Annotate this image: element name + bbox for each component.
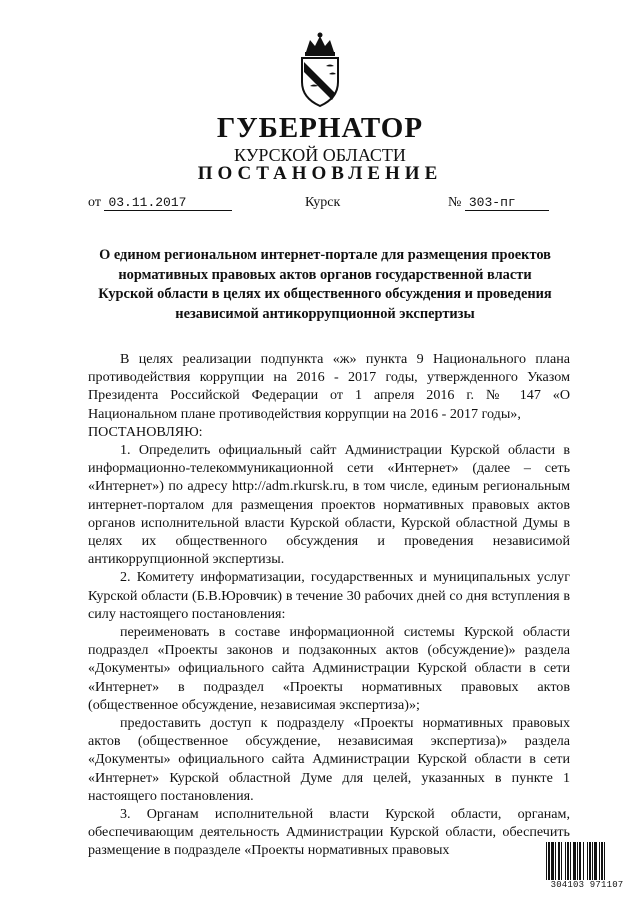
barcode-stripe: [601, 842, 603, 880]
barcode-stripe: [551, 842, 554, 880]
barcode-stripe: [594, 842, 597, 880]
document-city: Курск: [305, 195, 341, 210]
preamble-paragraph: В целях реализации подпункта «ж» пункта 9 Национального плана противодействия коррупции на 2016 - 2017 годы, утвержденного Указом Президента Российской Федерации от 1 апреля 2016 г. № 147 «О Национальном плане противодействия коррупции на 2016 - 2017 годы»,: [88, 351, 570, 422]
document-date: [88, 195, 232, 211]
barcode-number: 304103 971107: [550, 880, 624, 890]
barcode-stripe: [579, 842, 581, 880]
item-2-paragraph: 2. Комитету информатизации, государственных и муниципальных услуг Курской области (Б.В.Юровчик) в течение 30 рабочих дней со дня вступления в силу настоящего постановления:: [88, 569, 570, 622]
barcode: [546, 842, 628, 894]
document-title: [80, 246, 570, 324]
title-line: О едином региональном интернет-портале для размещения проектов: [99, 247, 551, 263]
date-value: 03.11.2017: [104, 195, 232, 211]
barcode-stripe: [604, 842, 605, 880]
barcode-stripe: [592, 842, 593, 880]
barcode-stripe: [573, 842, 576, 880]
date-prefix: от: [88, 195, 101, 210]
title-line: независимой антикоррупционной экспертизы: [175, 305, 475, 322]
item-2a-paragraph: переименовать в составе информационной системы Курской области подраздел «Проекты законов и подзаконных актов (обсуждение)» раздела «Документы» официального сайта Администрации Курской области в сети «Интернет» в подраздел «Проекты нормативных правовых актов (общественное обсуждение, независимая экспертиза)»;: [88, 624, 570, 713]
number-prefix: №: [448, 195, 462, 210]
org-title: ГУБЕРНАТОР: [216, 112, 424, 144]
title-line: нормативных правовых актов органов государственной власти: [118, 266, 532, 283]
title-line: Курской области в целях их общественного обсуждения и проведения: [98, 286, 552, 302]
barcode-stripe: [577, 842, 578, 880]
item-3-paragraph: 3. Органам исполнительной власти Курской области, органам, обеспечивающим деятельность Администрации Курской области, обеспечить размещение в подразделе «Проекты нормативных правовых: [88, 806, 570, 859]
barcode-stripe: [558, 842, 560, 880]
barcode-stripe: [570, 842, 571, 880]
barcode-stripe: [587, 842, 588, 880]
barcode-bars: [546, 842, 628, 880]
barcode-stripe: [583, 842, 584, 880]
coat-of-arms-emblem: [296, 30, 344, 110]
barcode-stripe: [599, 842, 600, 880]
barcode-stripe: [546, 842, 547, 880]
decree-word: ПОСТАНОВЛЯЮ:: [88, 423, 203, 440]
org-subtitle: КУРСКОЙ ОБЛАСТИ: [234, 145, 406, 165]
barcode-stripe: [555, 842, 556, 880]
barcode-stripe: [565, 842, 566, 880]
item-1-paragraph: 1. Определить официальный сайт Администрации Курской области в информационно-телекоммуникационной сети «Интернет» (далее – сеть «Интернет») по адресу http://adm.rkursk.ru, в том числе, единым региональным интернет-порталом для размещения проектов нормативных правовых актов органов исполнительной власти Курской области, Курской областной Думы в целях их общественного обсуждения и проведения независимой антикоррупционной экспертизы.: [88, 442, 570, 568]
barcode-stripe: [561, 842, 562, 880]
document-body: [88, 350, 570, 860]
document-number: [448, 195, 549, 211]
number-value: 303-пг: [465, 195, 549, 211]
document-meta: [0, 195, 640, 215]
barcode-stripe: [567, 842, 569, 880]
document-type: ПОСТАНОВЛЕНИЕ: [197, 163, 443, 184]
barcode-stripe: [548, 842, 550, 880]
item-2b-paragraph: предоставить доступ к подразделу «Проекты нормативных правовых актов (общественное обсуждение, независимая экспертиза)» раздела «Документы» официального сайта Администрации Курской области в сети «Интернет» Курской областной Думе для целей, указанных в пункте 1 настоящего постановления.: [88, 715, 570, 804]
barcode-stripe: [589, 842, 591, 880]
